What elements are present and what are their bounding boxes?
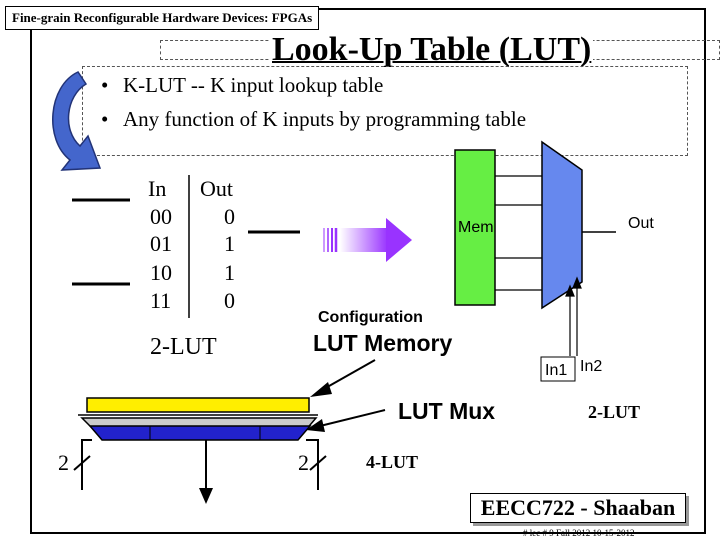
table-cell: 01 xyxy=(150,231,172,256)
bullet-text: K-LUT -- K input lookup table xyxy=(123,73,384,97)
mem-label: Mem xyxy=(458,219,494,236)
configuration-label: Configuration xyxy=(318,309,423,326)
footer-subtext: # lec # 9 Fall 2012 10-15-2012 xyxy=(523,528,635,538)
curved-arrow-icon xyxy=(53,72,100,170)
in1-label: In1 xyxy=(545,362,568,379)
mem-mux-lines xyxy=(495,176,545,290)
lut2-left-label: 2-LUT xyxy=(150,334,217,360)
bus-lines xyxy=(74,440,326,492)
table-cell: 10 xyxy=(150,260,172,285)
table-cell: 1 xyxy=(224,260,235,285)
table-cell: 11 xyxy=(150,288,172,313)
table-cell: 1 xyxy=(224,231,235,256)
lut2-right-label: 2-LUT xyxy=(588,402,641,422)
select-lines xyxy=(566,278,581,356)
lut-mux-arrow xyxy=(306,410,385,432)
table-cell: 0 xyxy=(224,288,235,313)
bus-width-left: 2 xyxy=(58,450,69,475)
bullet-text: Any function of K inputs by programming table xyxy=(123,107,527,131)
table-header-out: Out xyxy=(200,176,233,201)
purple-arrow-icon xyxy=(324,218,412,262)
lut4-block xyxy=(78,398,318,440)
bus-width-right: 2 xyxy=(298,450,309,475)
table-header-in: In xyxy=(148,176,167,201)
in2-label: In2 xyxy=(580,358,603,375)
bullet-marker: • xyxy=(101,107,109,131)
table-cell: 0 xyxy=(224,204,235,229)
lut4-label: 4-LUT xyxy=(366,452,419,472)
lut-mux-label: LUT Mux xyxy=(398,398,496,424)
slide-header: Fine-grain Reconfigurable Hardware Devices: FPGAs xyxy=(5,6,319,30)
bullet-marker: • xyxy=(101,73,109,97)
footer-badge: EECC722 - Shaaban xyxy=(470,493,686,523)
out-label: Out xyxy=(628,215,654,232)
output-arrow-icon xyxy=(199,488,213,504)
lut-memory-label: LUT Memory xyxy=(313,330,453,356)
lut-memory-arrow xyxy=(310,360,375,397)
slide-title: Look-Up Table (LUT) xyxy=(272,31,592,68)
table-cell: 00 xyxy=(150,204,172,229)
